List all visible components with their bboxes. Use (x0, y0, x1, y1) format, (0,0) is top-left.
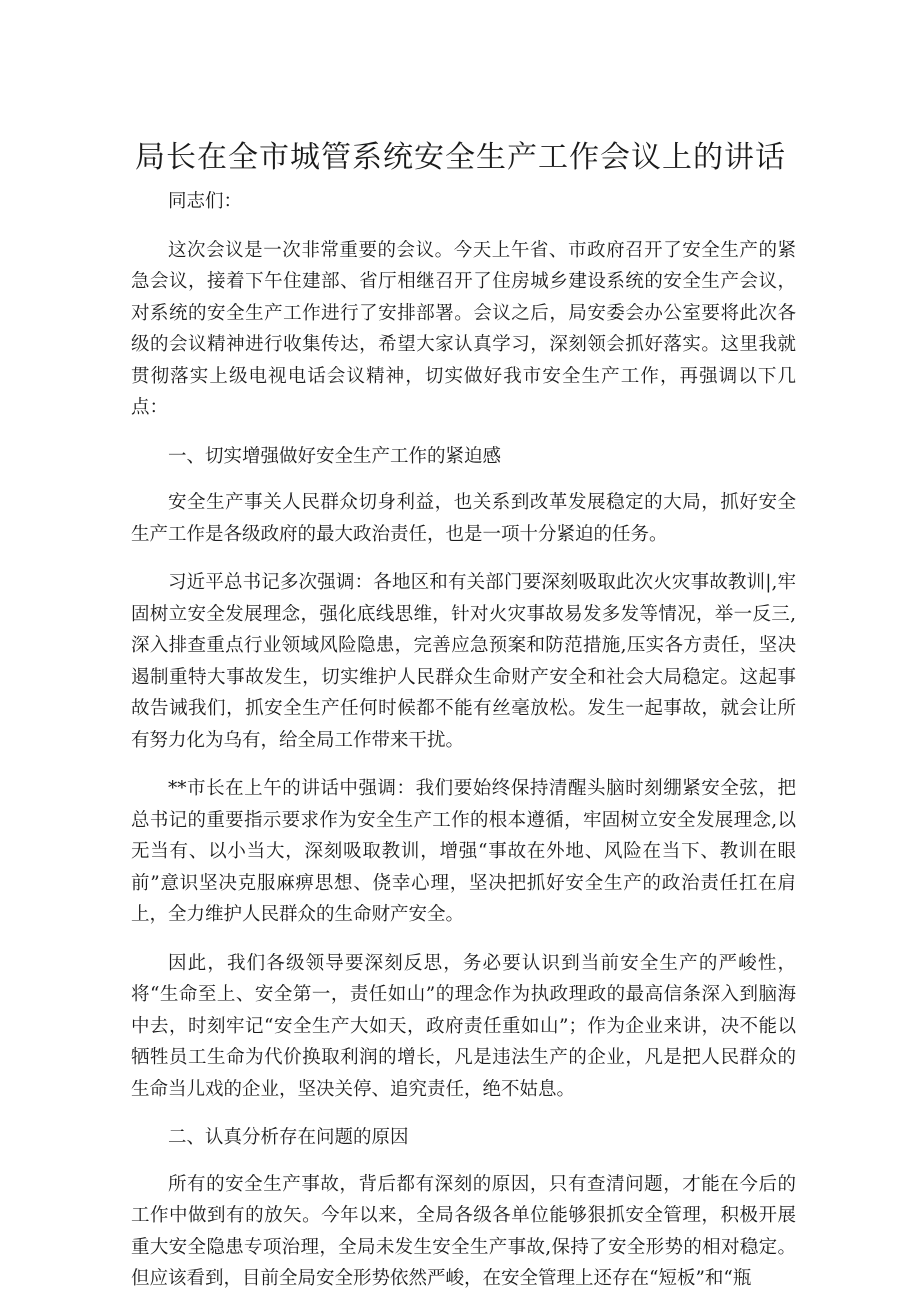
section-heading-1: 一、切实增强做好安全生产工作的紧迫感 (168, 445, 502, 467)
paragraph-section2-1: 所有的安全生产事故，背后都有深刻的原因，只有查清问题，才能在今后的工作中做到有的放矢。今年以来，全局各级各单位能够狠抓安全管理，积极开展重大安全隐患专项治理，全局未发生安全生产事故,保持了安全形势的相对稳定。但应该看到，目前全局安全形势依然严峻，在安全管理上还存在“短板”和“瓶 (131, 1173, 796, 1289)
document-body (131, 186, 796, 1312)
paragraph-intro: 这次会议是一次非常重要的会议。今天上午省、市政府召开了安全生产的紧急会议，接着下午住建部、省厅相继召开了住房城乡建设系统的安全生产会议，对系统的安全生产工作进行了安排部署。会议之后，局安委会办公室要将此次各级的会议精神进行收集传达，希望大家认真学习，深刻领会抓好落实。这里我就贯彻落实上级电视电话会议精神，切实做好我市安全生产工作，再强调以下几点： (131, 239, 796, 418)
paragraph-section1-3: **市长在上午的讲话中强调：我们要始终保持清醒头脑时刻绷紧安全弦，把总书记的重要指示要求作为安全生产工作的根本遵循，牢固树立安全发展理念,以无当有、以小当大，深刻吸取教训，增强“事故在外地、风险在当下、教训在眼前”意识坚决克服麻痹思想、侥幸心理，坚决把抓好安全生产的政治责任扛在肩上，全力维护人民群众的生命财产安全。 (131, 778, 796, 925)
paragraph-section1-1: 安全生产事关人民群众切身利益，也关系到改革发展稳定的大局，抓好安全生产工作是各级政府的最大政治责任，也是一项十分紧迫的任务。 (131, 492, 796, 545)
section-heading-2: 二、认真分析存在问题的原因 (168, 1127, 409, 1148)
document-title: 局长在全市城管系统安全生产工作会议上的讲话 (135, 140, 786, 175)
salutation: 同志们： (168, 191, 243, 212)
paragraph-section1-2: 习近平总书记多次强调：各地区和有关部门要深刻吸取此次火灾事故教训|,牢固树立安全发展理念，强化底线思维，针对火灾事故易发多发等情况，举一反三,深入排查重点行业领域风险隐患，完善应急预案和防范措施,压实各方责任，坚决遏制重特大事故发生，切实维护人民群众生命财产安全和社会大局稳定。这起事故告诫我们，抓安全生产任何时候都不能有丝毫放松。发生一起事故，就会让所有努力化为乌有，给全局工作带来干扰。 (131, 572, 796, 751)
paragraph-section1-4: 因此，我们各级领导要深刻反思，务必要认识到当前安全生产的严峻性，将“生命至上、安全第一，责任如山”的理念作为执政理政的最高信条深入到脑海中去，时刻牢记“安全生产大如天，政府责任重如山”；作为企业来讲，决不能以牺牲员工生命为代价换取利润的增长，凡是违法生产的企业，凡是把人民群众的生命当儿戏的企业，坚决关停、追究责任，绝不姑息。 (131, 952, 796, 1100)
